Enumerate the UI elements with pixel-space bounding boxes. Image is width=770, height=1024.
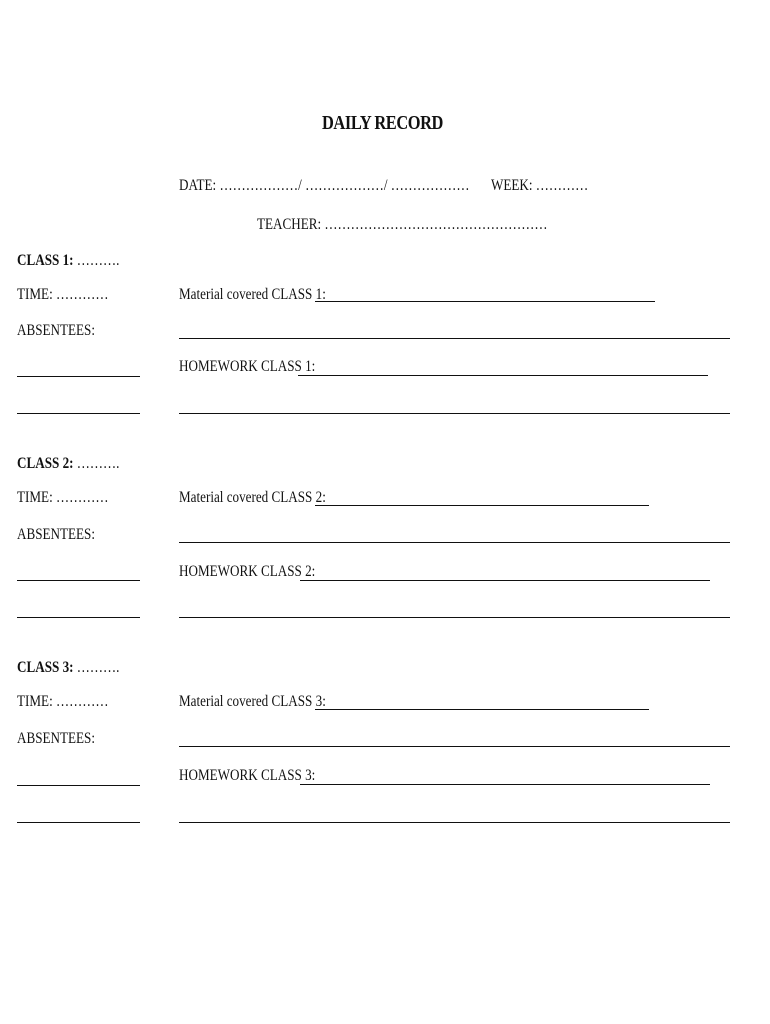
class-2-homework-line[interactable] <box>300 580 710 581</box>
class-1-material-label: Material covered CLASS 1: <box>179 286 326 303</box>
class-3-homework-line[interactable] <box>300 784 710 785</box>
class-2-absentee-line-1[interactable] <box>17 580 140 581</box>
class-3-material-label: Material covered CLASS 3: <box>179 693 326 710</box>
class-2-homework-line-2[interactable] <box>179 617 730 618</box>
class-2-homework-label: HOMEWORK CLASS 2: <box>179 563 316 580</box>
class-3-homework-line-2[interactable] <box>179 822 730 823</box>
class-2-heading[interactable] <box>17 455 119 473</box>
class-1-absentee-line-1[interactable] <box>17 376 140 377</box>
class-3-material-line[interactable] <box>315 709 649 710</box>
week-field[interactable]: WEEK: ………… <box>491 177 589 194</box>
class-3-absentee-line-1[interactable] <box>17 785 140 786</box>
class-1-absentees-label: ABSENTEES: <box>17 322 96 339</box>
class-3-heading[interactable] <box>17 659 119 677</box>
date-field[interactable]: DATE: ………………/ ………………/ ……………… <box>179 177 470 194</box>
class-1-material-line[interactable] <box>315 301 655 302</box>
class-2-time-field[interactable]: TIME: ………… <box>17 489 109 506</box>
class-2-dots: ………. <box>73 455 120 472</box>
class-1-label: CLASS 1: <box>17 252 74 269</box>
class-3-dots: ………. <box>73 659 120 676</box>
teacher-field[interactable]: TEACHER: …………………………………………… <box>257 216 548 233</box>
class-1-homework-line[interactable] <box>298 375 708 376</box>
class-3-absentees-label: ABSENTEES: <box>17 730 96 747</box>
class-2-material-line[interactable] <box>315 505 649 506</box>
class-2-label: CLASS 2: <box>17 455 74 472</box>
class-2-absentee-line-2[interactable] <box>17 617 140 618</box>
class-1-homework-label: HOMEWORK CLASS 1: <box>179 358 316 375</box>
class-1-time-field[interactable]: TIME: ………… <box>17 286 109 303</box>
class-2-material-line-2[interactable] <box>179 542 730 543</box>
class-1-homework-line-2[interactable] <box>179 413 730 414</box>
class-1-absentee-line-2[interactable] <box>17 413 140 414</box>
class-3-homework-label: HOMEWORK CLASS 3: <box>179 767 316 784</box>
class-3-time-field[interactable]: TIME: ………… <box>17 693 109 710</box>
class-3-absentee-line-2[interactable] <box>17 822 140 823</box>
class-1-material-line-2[interactable] <box>179 338 730 339</box>
class-1-dots: ………. <box>73 252 120 269</box>
class-1-heading[interactable] <box>17 252 119 270</box>
class-3-label: CLASS 3: <box>17 659 74 676</box>
page-title: DAILY RECORD <box>322 112 443 134</box>
class-3-material-line-2[interactable] <box>179 746 730 747</box>
class-2-absentees-label: ABSENTEES: <box>17 526 96 543</box>
class-2-material-label: Material covered CLASS 2: <box>179 489 326 506</box>
